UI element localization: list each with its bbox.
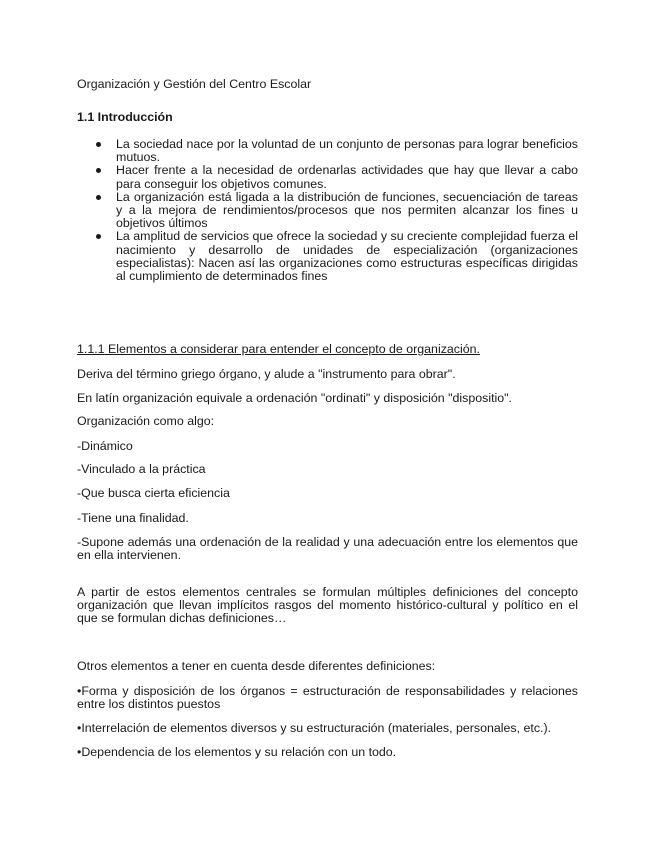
document-title: Organización y Gestión del Centro Escolar xyxy=(77,77,312,91)
section-heading: 1.1 Introducción xyxy=(77,110,173,124)
bullet-paragraph: •Interrelación de elementos diversos y su estructuración (materiales, personales, etc.). xyxy=(77,721,552,735)
paragraph: Organización como algo: xyxy=(77,414,215,428)
bullet-item: La amplitud de servicios que ofrece la sociedad y su creciente complejidad fuerza el nacimiento y desarrollo de unidades de especialización (organizaciones especialistas): Nacen así las organizaciones como estructuras específicas dirigidas al cumplimiento de determinados fines xyxy=(77,230,578,283)
list-line: -Tiene una finalidad. xyxy=(77,511,189,525)
list-line: -Que busca cierta eficiencia xyxy=(77,486,230,500)
list-line: -Vinculado a la práctica xyxy=(77,462,206,476)
bullet-item: Hacer frente a la necesidad de ordenarlas actividades que hay que llevar a cabo para conseguir los objetivos comunes. xyxy=(77,164,578,190)
paragraph: En latín organización equivale a ordenación "ordinati" y disposición "dispositio". xyxy=(77,391,513,405)
list-line: -Supone además una ordenación de la realidad y una adecuación entre los elementos que en ella intervienen. xyxy=(77,535,578,563)
bullet-item: La sociedad nace por la voluntad de un conjunto de personas para lograr beneficios mutuos. xyxy=(77,138,578,164)
paragraph: A partir de estos elementos centrales se formulan múltiples definiciones del concepto organización que llevan implícitos rasgos del momento histórico-cultural y político en el que se formulan dichas definiciones… xyxy=(77,585,578,626)
paragraph: Deriva del término griego órgano, y alude a "instrumento para obrar". xyxy=(77,367,456,381)
list-line: -Dinámico xyxy=(77,439,133,453)
subsection-heading: 1.1.1 Elementos a considerar para entender el concepto de organización. xyxy=(77,342,480,356)
intro-bullet-list xyxy=(77,138,578,283)
paragraph: Otros elementos a tener en cuenta desde diferentes definiciones: xyxy=(77,659,436,673)
bullet-item: La organización está ligada a la distribución de funciones, secuenciación de tareas y a la mejora de rendimientos/procesos que nos permiten alcanzar los fines u objetivos últimos xyxy=(77,191,578,231)
bullet-paragraph: •Dependencia de los elementos y su relación con un todo. xyxy=(77,745,397,759)
bullet-paragraph: •Forma y disposición de los órganos = estructuración de responsabilidades y relaciones entre los distintos puestos xyxy=(77,684,578,712)
